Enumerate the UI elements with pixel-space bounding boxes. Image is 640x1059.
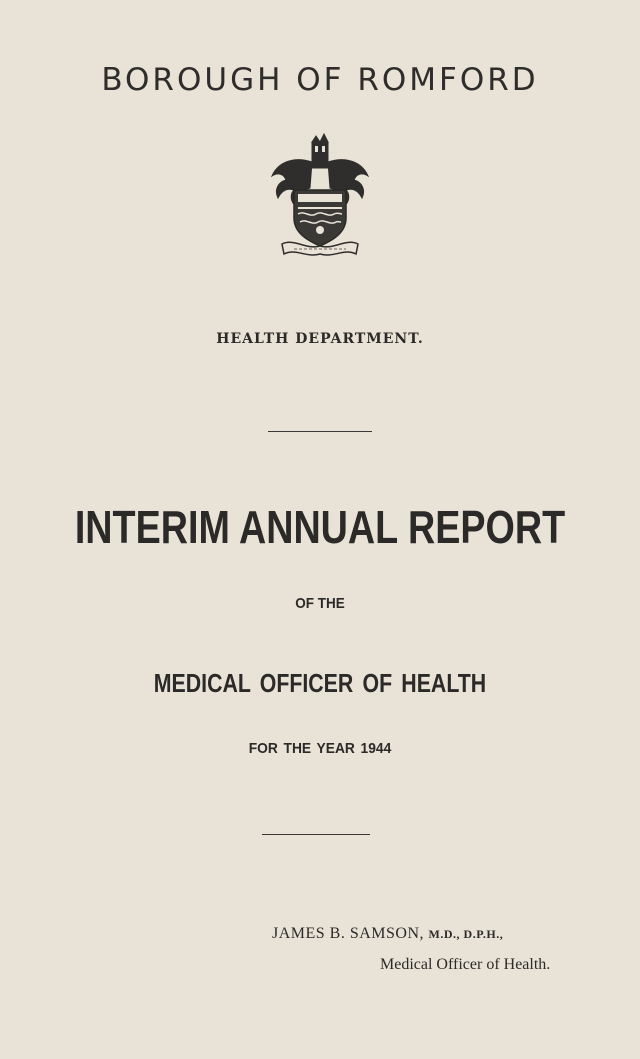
author-name: JAMES B. SAMSON, (272, 925, 425, 942)
author-line (272, 925, 503, 943)
report-year: FOR THE YEAR 1944 (248, 740, 392, 757)
divider-bottom (262, 834, 370, 835)
author-role: Medical Officer of Health. (380, 956, 551, 973)
officer-title: MEDICAL OFFICER OF HEALTH (153, 668, 487, 698)
author-qualifications: M.D., D.P.H., (428, 927, 504, 941)
department-heading: HEALTH DEPARTMENT. (216, 331, 424, 347)
of-the-line: OF THE (295, 595, 345, 612)
borough-heading: BOROUGH OF ROMFORD (101, 62, 539, 98)
borough-crest-icon (264, 132, 376, 262)
divider-top (268, 431, 372, 432)
report-title: INTERIM ANNUAL REPORT (74, 501, 566, 553)
